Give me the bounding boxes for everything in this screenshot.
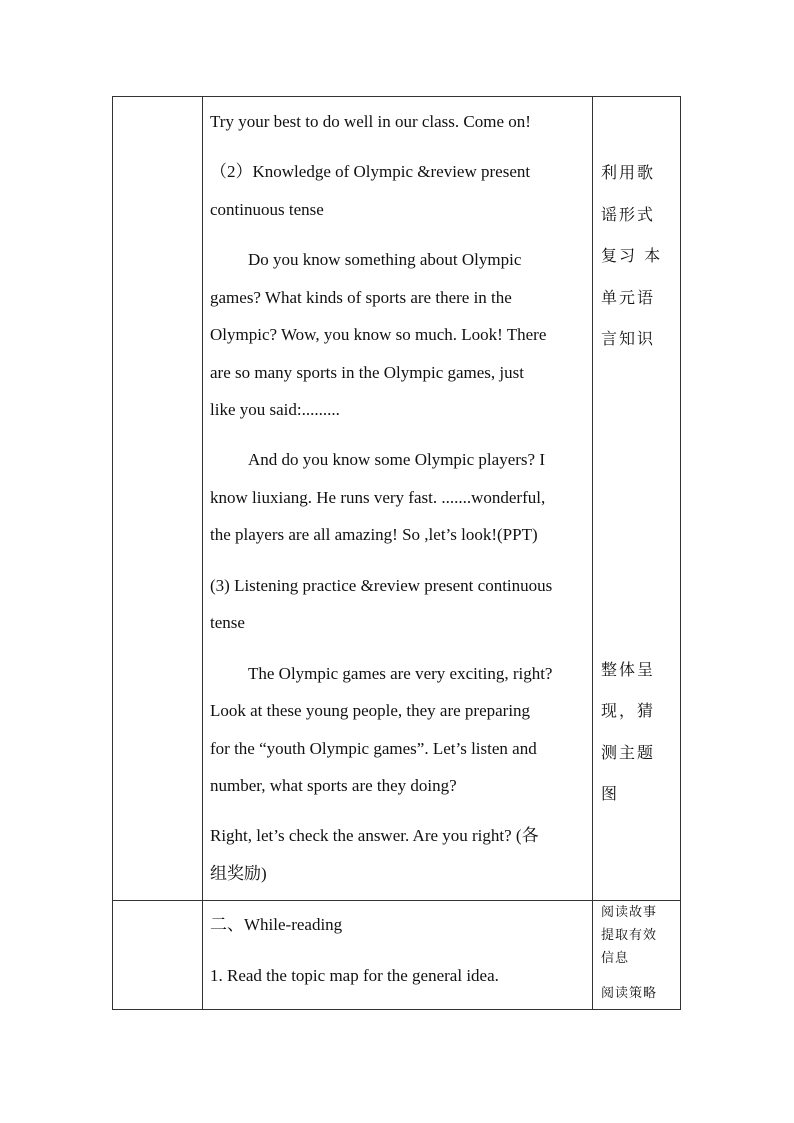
- activity-cell: [203, 901, 593, 1009]
- note-line: 整体呈: [601, 660, 656, 679]
- note-line: 图: [601, 784, 620, 803]
- section-heading: 二、While-reading: [210, 915, 343, 934]
- text-line: number, what sports are they doing?: [210, 776, 457, 795]
- note-line: 现，猜: [601, 701, 656, 720]
- table-row: [113, 901, 681, 1010]
- table-row: [113, 97, 681, 901]
- lesson-plan-table: [112, 96, 681, 1010]
- text-line: continuous tense: [210, 200, 324, 219]
- step-cell: [113, 901, 203, 1009]
- activity-cell: [203, 97, 593, 900]
- text-line: （2）Knowledge of Olympic &review present: [210, 162, 531, 181]
- text-line: know liuxiang. He runs very fast. .......wonderful,: [210, 488, 546, 507]
- text-line: the players are all amazing! So ,let’s look!(PPT): [210, 525, 538, 544]
- text-line: 1. Read the topic map for the general idea.: [210, 966, 499, 985]
- note-line: 复习 本: [601, 246, 663, 265]
- note-cell: [593, 97, 681, 900]
- text-line: Do you know something about Olympic: [248, 250, 522, 269]
- note-line: 信息: [601, 951, 630, 966]
- text-line: Olympic? Wow, you know so much. Look! There: [210, 325, 547, 344]
- text-line: And do you know some Olympic players? I: [248, 450, 545, 469]
- text-line: games? What kinds of sports are there in the: [210, 288, 512, 307]
- text-line: for the “youth Olympic games”. Let’s listen and: [210, 739, 537, 758]
- note-line: 提取有效: [601, 928, 658, 943]
- note-cell: [593, 901, 681, 1009]
- note-line: 单元语: [601, 288, 656, 307]
- text-line: are so many sports in the Olympic games, just: [210, 363, 524, 382]
- text-line: Look at these young people, they are preparing: [210, 701, 531, 720]
- text-line: (3) Listening practice &review present continuous: [210, 576, 553, 595]
- text-line: tense: [210, 613, 245, 632]
- text-line: 组奖励): [210, 864, 267, 883]
- step-cell: [113, 97, 203, 900]
- note-line: 阅读故事: [601, 905, 658, 920]
- text-line: Right, let’s check the answer. Are you right? (各: [210, 826, 539, 845]
- note-line: 测主题: [601, 743, 656, 762]
- note-line: 谣形式: [601, 205, 656, 224]
- text-line: Try your best to do well in our class. Come on!: [210, 112, 531, 131]
- text-line: like you said:.........: [210, 400, 340, 419]
- note-line: 言知识: [601, 329, 656, 348]
- text-line: The Olympic games are very exciting, right?: [248, 664, 553, 683]
- note-line: 利用歌: [601, 163, 656, 182]
- note-line: 阅读策略: [601, 986, 658, 1001]
